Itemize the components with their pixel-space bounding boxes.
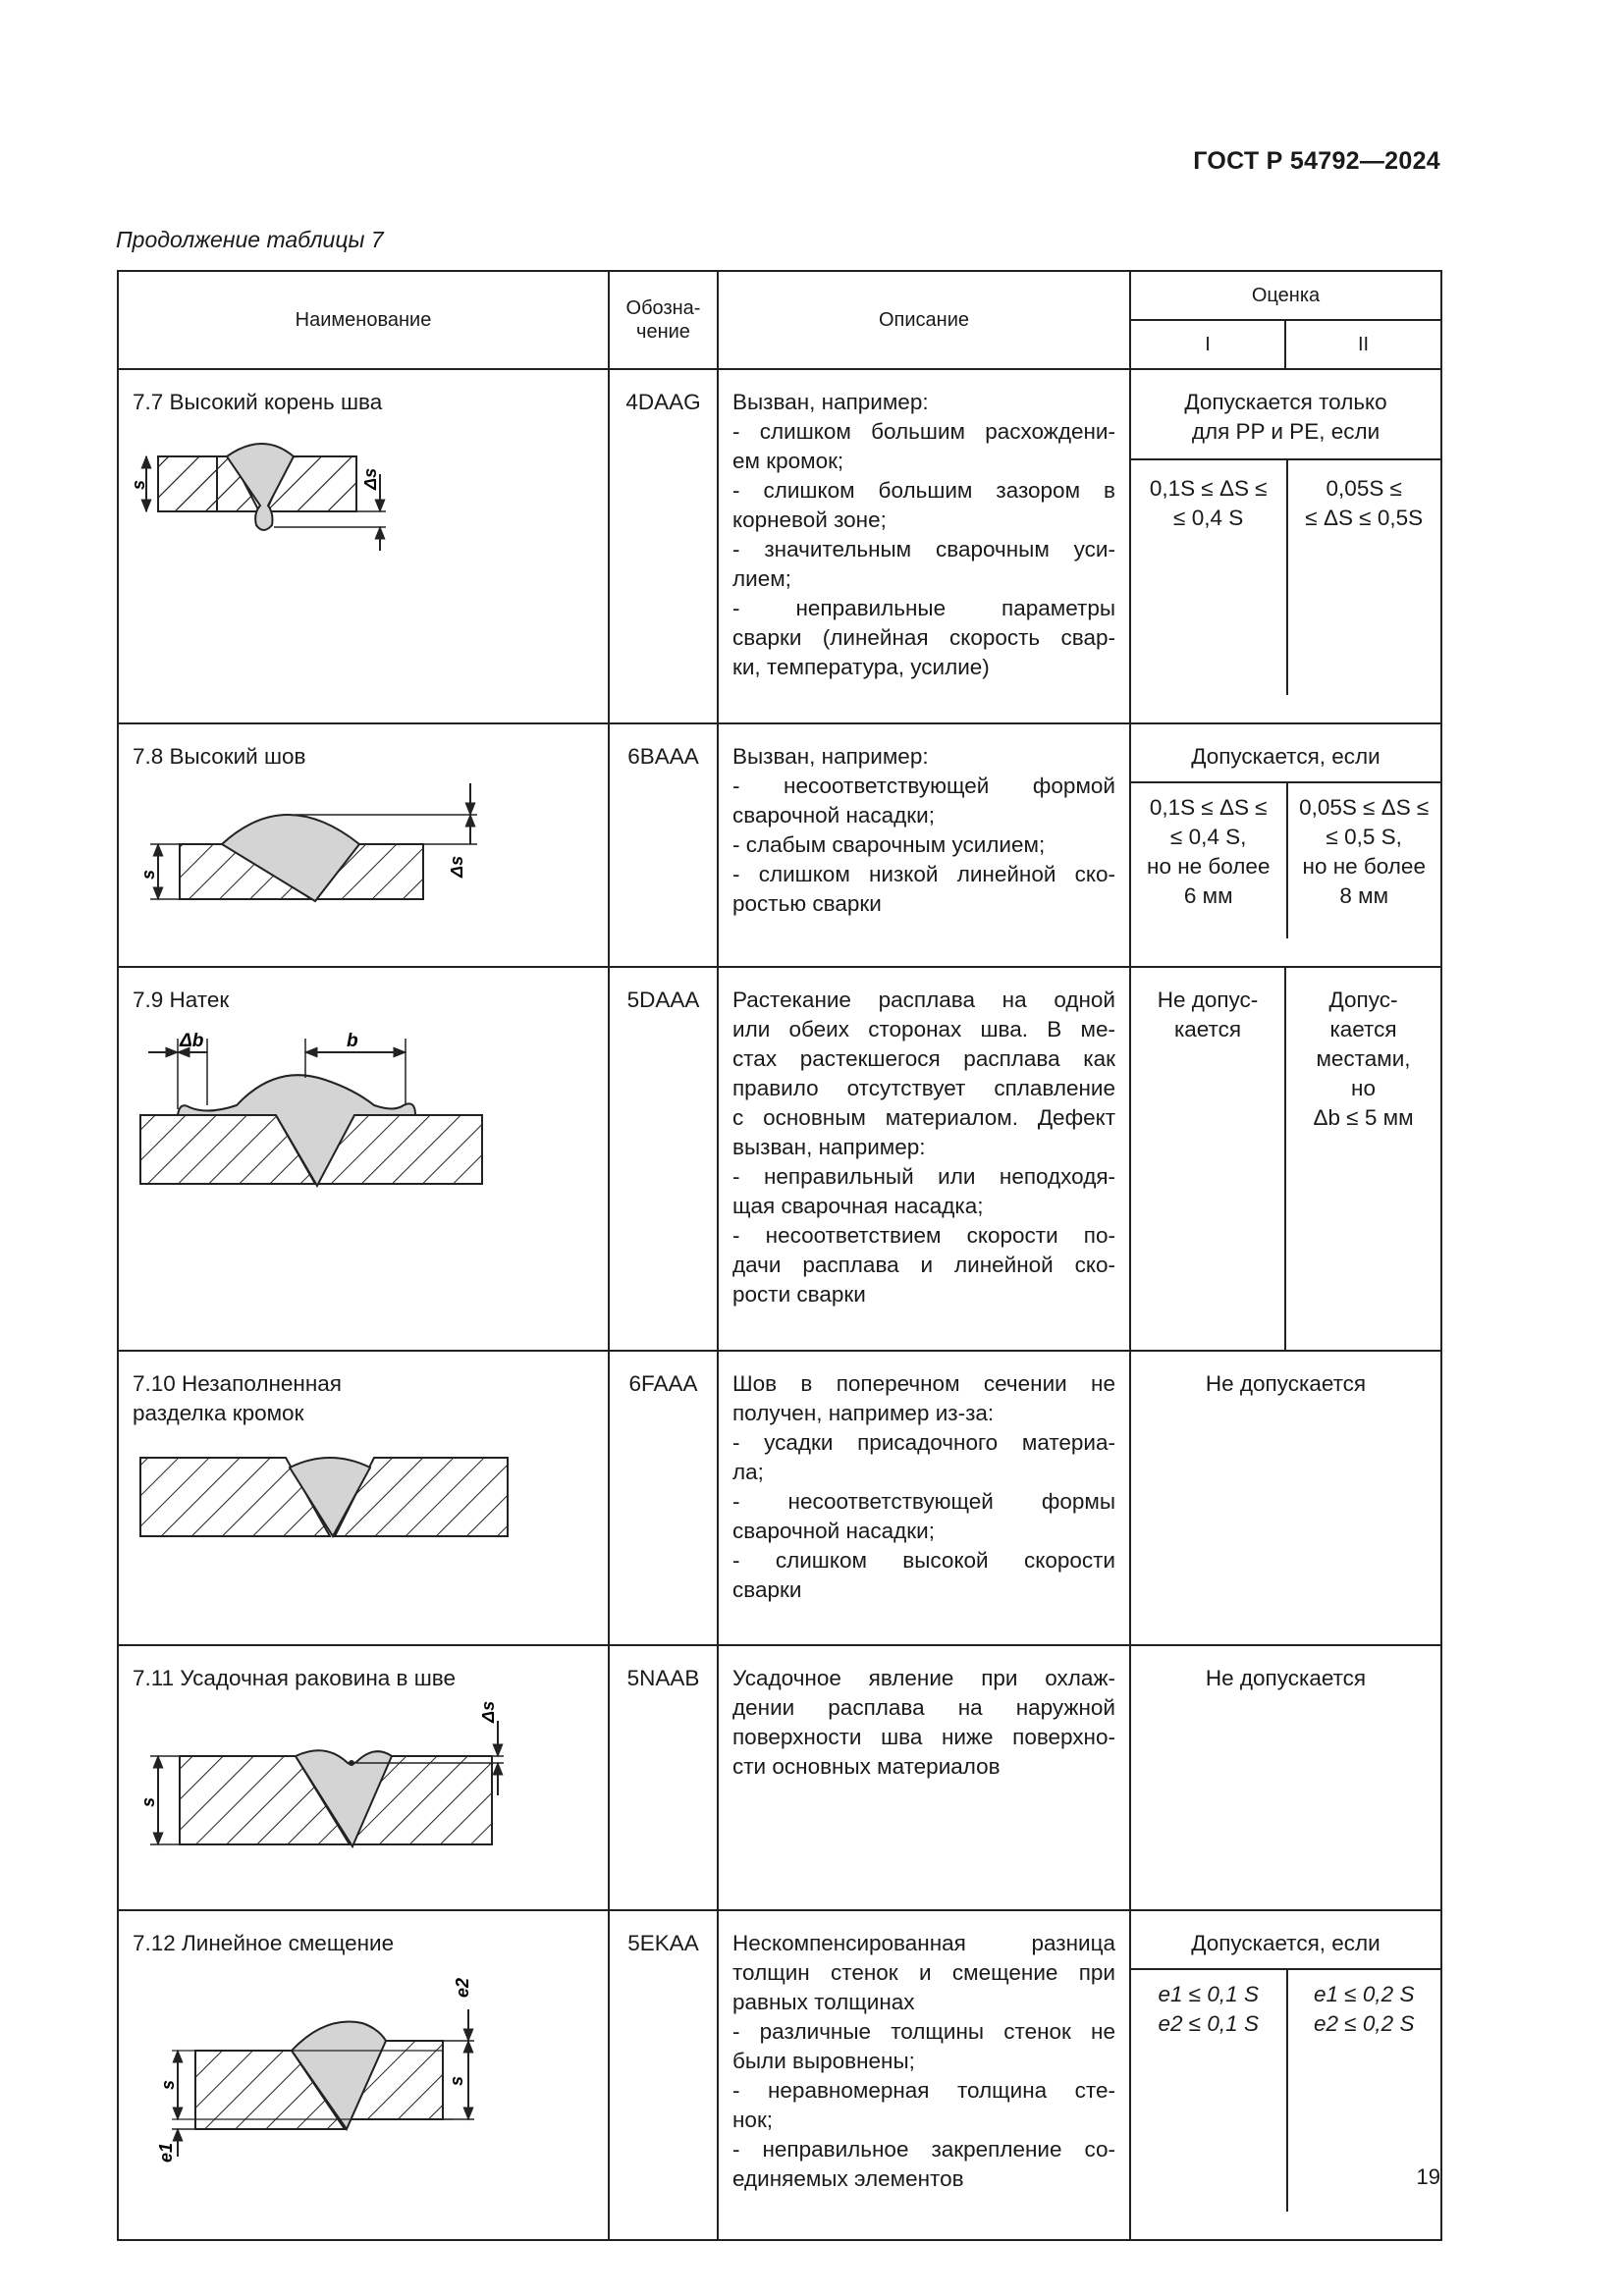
desc-line: сварки xyxy=(732,1577,802,1602)
desc-line: - неправильное закрепление со- xyxy=(732,2137,1115,2162)
desc-line: поверхности шва ниже поверхно- xyxy=(732,1725,1115,1749)
grade-line: e1 ≤ 0,2 S xyxy=(1314,1982,1415,2006)
header-description: Описание xyxy=(718,271,1130,369)
grade-condition xyxy=(1131,370,1440,460)
desc-line: - несоответствующей формы xyxy=(732,1489,1115,1514)
defect-description xyxy=(718,1351,1130,1645)
grade-line: но xyxy=(1351,1076,1376,1100)
table-continuation-caption: Продолжение таблицы 7 xyxy=(116,227,384,252)
grade-line: e1 ≤ 0,1 S xyxy=(1158,1982,1259,2006)
desc-line: были выровнены; xyxy=(732,2049,915,2073)
desc-line: - несоответствием скорости по- xyxy=(732,1223,1115,1248)
header-grade: Оценка xyxy=(1130,271,1441,320)
desc-line: сварки (линейная скорость свар- xyxy=(732,625,1115,650)
defect-code: 5DAAA xyxy=(609,967,718,1351)
grade-line: 8 мм xyxy=(1339,883,1389,908)
desc-line: единяемых элементов xyxy=(732,2166,964,2191)
defect-code: 6FAAA xyxy=(609,1351,718,1645)
desc-line: толщин стенок и смещение при xyxy=(732,1960,1115,1985)
linear-misalignment-diagram xyxy=(129,1960,580,2176)
desc-line: ла; xyxy=(732,1460,764,1484)
desc-line: сварочной насадки; xyxy=(732,1519,935,1543)
desc-line: Усадочное явление при охлаж- xyxy=(732,1666,1115,1690)
row-name-cell xyxy=(118,967,609,1351)
desc-line: с основным материалом. Дефект xyxy=(732,1105,1115,1130)
desc-line: - слишком высокой скорости xyxy=(732,1548,1115,1573)
defect-code: 5EKAA xyxy=(609,1910,718,2240)
defect-description xyxy=(718,1910,1130,2240)
label-b: b xyxy=(347,1031,358,1051)
row-name-cell xyxy=(118,1645,609,1910)
desc-line: Нескомпенсированная разница xyxy=(732,1931,1115,1955)
label-s-left: s xyxy=(158,2079,178,2090)
desc-line: равных толщинах xyxy=(732,1990,915,2014)
table-row xyxy=(118,967,1441,1351)
desc-line: ем кромок; xyxy=(732,449,844,473)
row-name-cell xyxy=(118,723,609,967)
row-name-cell xyxy=(118,369,609,723)
high-weld-diagram xyxy=(129,775,541,908)
document-id: ГОСТ Р 54792—2024 xyxy=(1193,147,1440,175)
grade-line: кается xyxy=(1329,1017,1397,1041)
desc-line: ки, температура, усилие) xyxy=(732,655,990,679)
grade-cell xyxy=(1130,1910,1441,2240)
header-code-line2: чение xyxy=(636,321,690,343)
desc-line: вызван, например: xyxy=(732,1135,926,1159)
desc-line: - усадки присадочного материа- xyxy=(732,1430,1115,1455)
grade-line: e2 ≤ 0,1 S xyxy=(1158,2011,1259,2036)
desc-line: - слишком большим зазором в xyxy=(732,478,1115,503)
table-row xyxy=(118,1910,1441,2240)
label-s: s xyxy=(138,869,158,880)
desc-line: - слишком низкой линейной ско- xyxy=(732,862,1115,886)
desc-line: ростью сварки xyxy=(732,891,882,916)
label-s: s xyxy=(129,479,148,490)
desc-line: - неправильные параметры xyxy=(732,596,1115,620)
table-row xyxy=(118,723,1441,967)
desc-line: Вызван, например: xyxy=(732,390,929,414)
defect-name: 7.9 Натек xyxy=(133,988,230,1012)
grade-line: Не допус- xyxy=(1157,988,1259,1012)
desc-line: - слишком большим расхождени- xyxy=(732,419,1115,444)
label-delta-b: Δb xyxy=(180,1031,204,1051)
header-name: Наименование xyxy=(118,271,609,369)
table-row xyxy=(118,1351,1441,1645)
grade-1-value xyxy=(1131,460,1286,695)
grade-line: ≤ 0,5 S, xyxy=(1326,825,1402,849)
label-e1: e1 xyxy=(156,2142,176,2163)
overlap-diagram xyxy=(129,1019,512,1196)
desc-line: дении расплава на наружной xyxy=(732,1695,1115,1720)
defect-name: 7.11 Усадочная раковина в шве xyxy=(133,1666,456,1690)
grade-line: ≤ 0,4 S xyxy=(1173,506,1244,530)
defect-name: 7.7 Высокий корень шва xyxy=(133,390,383,414)
desc-line: или обеих сторонах шва. В ме- xyxy=(732,1017,1115,1041)
defect-name: 7.8 Высокий шов xyxy=(133,744,306,769)
grade-line: кается xyxy=(1173,1017,1242,1041)
defect-code: 6BAAA xyxy=(609,723,718,967)
desc-line: дачи расплава и линейной ско- xyxy=(732,1253,1115,1277)
desc-line: корневой зоне; xyxy=(732,507,887,532)
label-s: s xyxy=(138,1796,158,1807)
grade-1-value xyxy=(1131,783,1286,938)
grade-1-value xyxy=(1131,1970,1286,2212)
grade-line: ≤ ΔS ≤ 0,5S xyxy=(1305,506,1424,530)
desc-line: рости сварки xyxy=(732,1282,866,1307)
grade-line: 0,05S ≤ ΔS ≤ xyxy=(1299,795,1430,820)
grade-2-value xyxy=(1286,783,1441,938)
label-delta-s: Δs xyxy=(360,467,380,490)
grade-line: 0,1S ≤ ΔS ≤ xyxy=(1149,795,1268,820)
desc-line: - несоответствующей формой xyxy=(732,774,1115,798)
header-code-line1: Обозна- xyxy=(625,297,701,319)
label-delta-s: Δs xyxy=(478,1700,498,1723)
desc-line: сти основных материалов xyxy=(732,1754,1001,1779)
desc-line: - неправильный или неподходя- xyxy=(732,1164,1115,1189)
grade-line: 6 мм xyxy=(1183,883,1233,908)
grade-line: Δb ≤ 5 мм xyxy=(1313,1105,1414,1130)
defect-name-line: разделка кромок xyxy=(133,1401,304,1425)
defects-table xyxy=(117,270,1442,2241)
defect-description xyxy=(718,1645,1130,1910)
defect-name: 7.12 Линейное смещение xyxy=(133,1931,395,1955)
desc-line: - слабым сварочным усилием; xyxy=(732,832,1046,857)
header-code xyxy=(609,271,718,369)
grade-line: но не более xyxy=(1302,854,1426,879)
table-row xyxy=(118,1645,1441,1910)
defect-description xyxy=(718,967,1130,1351)
grade-line: Допус- xyxy=(1328,988,1398,1012)
defect-description xyxy=(718,723,1130,967)
desc-line: - различные толщины стенок не xyxy=(732,2019,1115,2044)
header-grade-1: I xyxy=(1130,320,1285,369)
grade-cell xyxy=(1130,723,1441,967)
row-name-cell xyxy=(118,1351,609,1645)
grade-line: ≤ 0,4 S, xyxy=(1170,825,1247,849)
unfilled-groove-diagram xyxy=(129,1446,521,1544)
shrinkage-cavity-diagram xyxy=(129,1697,541,1854)
grade-cell xyxy=(1130,369,1441,723)
grade-1-value xyxy=(1130,967,1285,1351)
grade-line: 0,05S ≤ xyxy=(1326,476,1402,501)
grade-2-value xyxy=(1285,967,1441,1351)
desc-line: - неравномерная толщина сте- xyxy=(732,2078,1115,2103)
header-grade-2: II xyxy=(1285,320,1441,369)
grade-condition-line: для PP и PE, если xyxy=(1191,419,1380,444)
defect-code: 4DAAG xyxy=(609,369,718,723)
desc-line: лием; xyxy=(732,566,791,591)
label-s-right: s xyxy=(447,2075,466,2086)
grade-condition: Допускается, если xyxy=(1131,1911,1440,1970)
table-row xyxy=(118,369,1441,723)
label-delta-s: Δs xyxy=(447,855,466,878)
defect-description xyxy=(718,369,1130,723)
grade-2-value xyxy=(1286,460,1441,695)
grade-line: местами, xyxy=(1316,1046,1411,1071)
label-e2: e2 xyxy=(453,1977,472,1998)
desc-line: Вызван, например: xyxy=(732,744,929,769)
defect-code: 5NAAB xyxy=(609,1645,718,1910)
grade-line: e2 ≤ 0,2 S xyxy=(1314,2011,1415,2036)
desc-line: правило отсутствует сплавление xyxy=(732,1076,1115,1100)
desc-line: сварочной насадки; xyxy=(732,803,935,828)
desc-line: Шов в поперечном сечении не xyxy=(732,1371,1115,1396)
grade-condition-line: Допускается только xyxy=(1184,390,1387,414)
grade-value: Не допускается xyxy=(1130,1351,1441,1645)
grade-value: Не допускается xyxy=(1130,1645,1441,1910)
high-root-diagram xyxy=(129,435,482,553)
desc-line: щая сварочная насадка; xyxy=(732,1194,984,1218)
desc-line: - значительным сварочным уси- xyxy=(732,537,1115,561)
desc-line: нок; xyxy=(732,2108,774,2132)
grade-line: но не более xyxy=(1147,854,1271,879)
defect-name xyxy=(119,1352,608,1428)
row-name-cell xyxy=(118,1910,609,2240)
grade-condition: Допускается, если xyxy=(1131,724,1440,783)
desc-line: Растекание расплава на одной xyxy=(732,988,1115,1012)
desc-line: получен, например из-за: xyxy=(732,1401,995,1425)
desc-line: стах растекшегося расплава как xyxy=(732,1046,1115,1071)
grade-line: 0,1S ≤ ΔS ≤ xyxy=(1149,476,1268,501)
page-number: 19 xyxy=(1416,2164,1440,2189)
defect-name-line: 7.10 Незаполненная xyxy=(133,1371,342,1396)
